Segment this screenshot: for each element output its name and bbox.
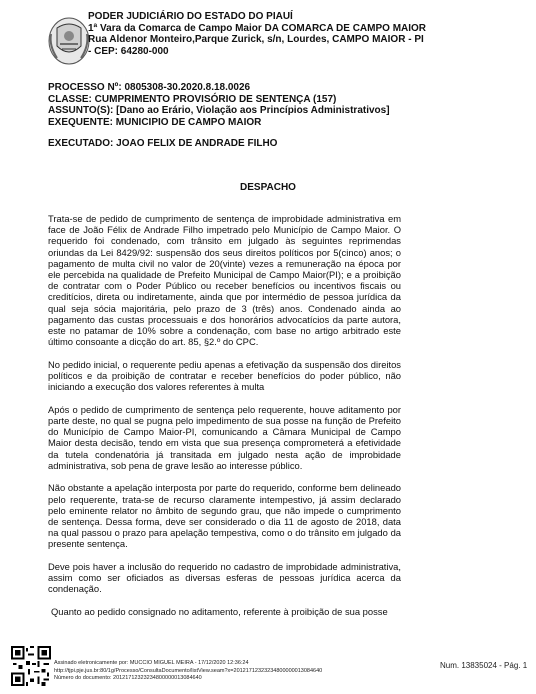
- page-number: Num. 13835024 - Pág. 1: [440, 661, 528, 670]
- document-number: Número do documento: 20121712323234800000013084640: [54, 675, 202, 681]
- case-info: [48, 82, 468, 128]
- case-number: PROCESSO Nº: 0805308-30.2020.8.18.0026: [48, 82, 251, 93]
- court-header: [88, 11, 428, 57]
- case-subjects: ASSUNTO(S): [Dano ao Erário, Violação aos Princípios Administrativos]: [48, 105, 390, 116]
- case-executado: EXECUTADO: JOAO FELIX DE ANDRADE FILHO: [48, 138, 278, 149]
- document-body: [48, 213, 401, 629]
- case-class: CLASSE: CUMPRIMENTO PROVISÓRIO DE SENTENÇA (157): [48, 93, 337, 105]
- court-branch: 1ª Vara da Comarca de Campo Maior DA COMARCA DE CAMPO MAIOR: [88, 22, 427, 34]
- coat-of-arms-logo: [47, 14, 91, 66]
- qr-code-icon: [11, 646, 51, 686]
- paragraph: Deve pois haver a inclusão do requerido no cadastro de improbidade administrativa, assim como ser oficiados as diversas esferas de pessoas jurídica acerca da condenação.: [48, 561, 401, 595]
- paragraph: Não obstante a apelação interposta por parte do requerido, conforme bem delineado pelo requerente, trata-se de recurso claramente intempestivo, já assim declarado pelo eminente relator no âmbito de segundo grau, que não impede o cumprimento de sentença. Dessa forma, deve ser considerado o dia 11 de agosto de 2018, data na qual passou o prazo para apelação tempestiva, como o do trânsito em julgado da presente sentença.: [48, 482, 401, 550]
- case-exequente: EXEQUENTE: MUNICIPIO DE CAMPO MAIOR: [48, 116, 262, 128]
- document-title: DESPACHO: [240, 182, 296, 193]
- paragraph: Quanto ao pedido consignado no aditamento, referente à proibição de sua posse: [51, 606, 388, 618]
- court-name: PODER JUDICIÁRIO DO ESTADO DO PIAUÍ: [88, 11, 293, 22]
- signature-info: Assinado eletronicamente por: MUCCIO MIGUEL MEIRA - 17/12/2020 12:36:24: [54, 660, 249, 666]
- paragraph: Após o pedido de cumprimento de sentença pelo requerente, houve aditamento por parte deste, no qual se pugna pelo impedimento de sua posse na função de Prefeito do Município de Campo Maior-PI, comunicando a Câmara Municipal de Campo Maior desta decisão, tendo em vista que sua presença comprometerá a efetividade da tutela condenatória já transitada em julgado nesta ação de improbidade administrativa, sob pena de grave lesão ao interesse público.: [48, 403, 401, 471]
- document-url[interactable]: http://tjpi.pje.jus.br:80/1g/Processo/ConsultaDocumento/listView.seam?x=20121712323234800000013084640: [54, 667, 323, 674]
- paragraph: Trata-se de pedido de cumprimento de sentença de improbidade administrativa em face de João Félix de Andrade Filho impetrado pelo Município de Campo Maior. O requerido foi condenado, com trânsito em julgado às seguintes reprimendas oriundas da Lei 8429/92: suspensão dos seus direitos políticos por 5(cinco) anos; o pagamento de multa civil no valor de 20(vinte) vezes a remuneração na época por ele percebida na qualidade de Prefeito Municipal de Campo Maior(PI); e a proibição de contratar com o Poder Público ou receber benefícios ou incentivos fiscais ou creditícios, direta ou indiretamente, ainda que por intermédio de pessoa jurídica da qual seja sócia majoritária, pelo prazo de 3 (três) anos. Condenado ainda ao pagamento das custas processuais e dos honorários advocatícios da parte autora, este no patamar de 10% sobre a condenação, com base no artigo arbitrado este último consoante a dicção do art. 85, §2.º do CPC.: [48, 213, 401, 348]
- signature-footer: [54, 660, 322, 683]
- court-address: Rua Aldenor Monteiro,Parque Zurick, s/n, Lourdes, CAMPO MAIOR - PI - CEP: 64280-000: [88, 34, 424, 57]
- paragraph: No pedido inicial, o requerente pediu apenas a efetivação da suspensão dos direitos políticos e da proibição de contratar e receber benefícios do poder público, não iniciando a execução dos valores referentes à multa: [48, 358, 401, 393]
